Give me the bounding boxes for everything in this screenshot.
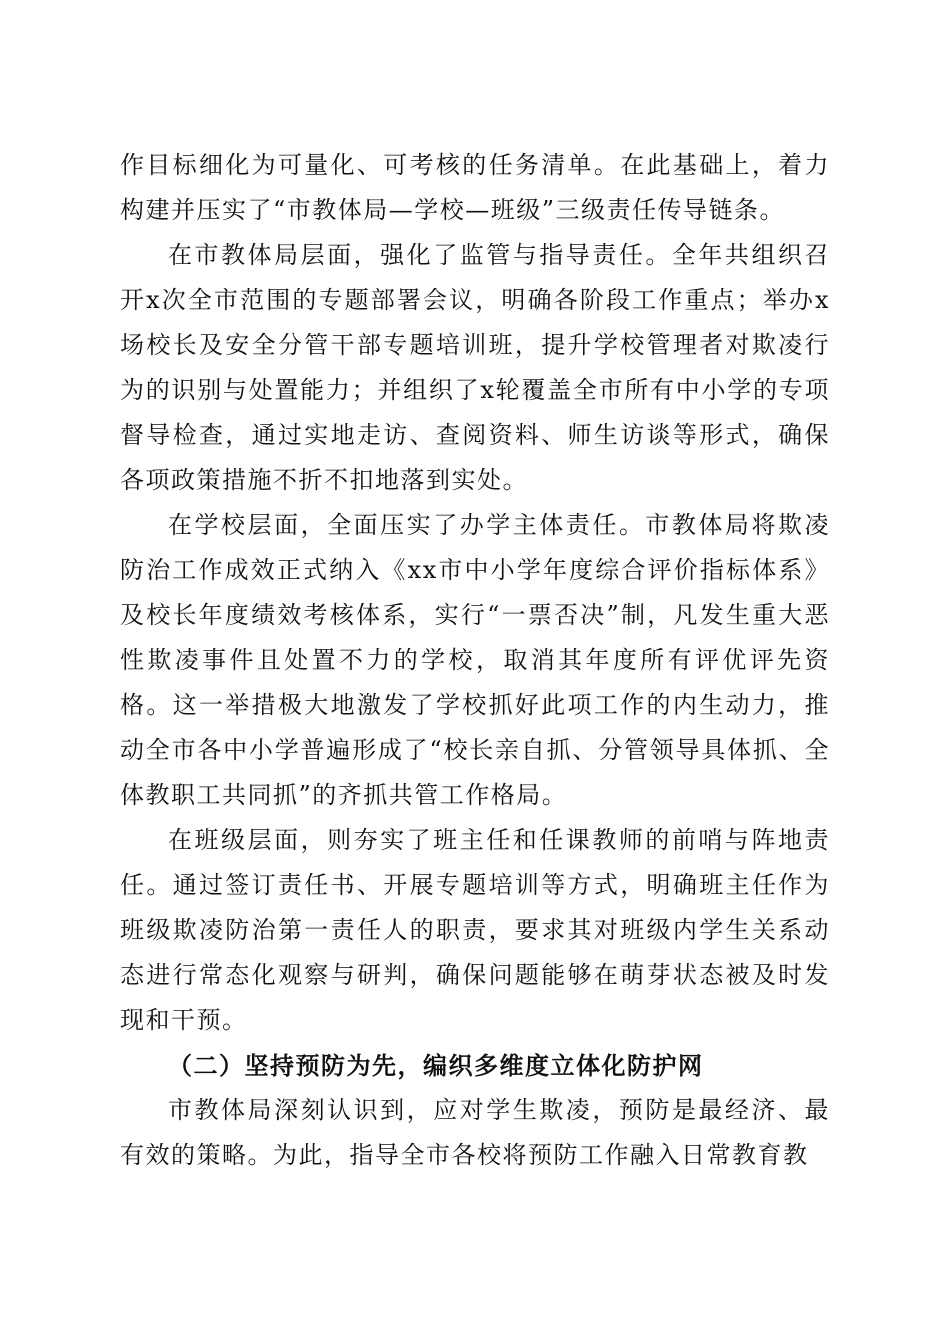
paragraph-city-level: 在市教体局层面，强化了监管与指导责任。全年共组织召开x次全市范围的专题部署会议，明确各阶段工作重点；举办x场校长及安全分管干部专题培训班，提升学校管理者对欺凌行为的识别与处置能力；并组织了x轮覆盖全市所有中小学的专项督导检查，通过实地走访、查阅资料、师生访谈等形式，确保各项政策措施不折不扣地落到实处。 <box>120 241 830 494</box>
document-body <box>120 143 830 1178</box>
paragraph-class-level: 在班级层面，则夯实了班主任和任课教师的前哨与阵地责任。通过签订责任书、开展专题培训等方式，明确班主任作为班级欺凌防治第一责任人的职责，要求其对班级内学生关系动态进行常态化观察与研判，确保问题能够在萌芽状态被及时发现和干预。 <box>120 826 830 1034</box>
paragraph-school-level: 在学校层面，全面压实了办学主体责任。市教体局将欺凌防治工作成效正式纳入《xx市中小学年度综合评价指标体系》及校长年度绩效考核体系，实行“一票否决”制，凡发生重大恶性欺凌事件且处置不力的学校，取消其年度所有评优评先资格。这一举措极大地激发了学校抓好此项工作的内生动力，推动全市各中小学普遍形成了“校长亲自抓、分管领导具体抓、全体教职工共同抓”的齐抓共管工作格局。 <box>120 511 830 809</box>
section-heading: （二）坚持预防为先，编织多维度立体化防护网 <box>168 1051 704 1080</box>
paragraph-continuation: 作目标细化为可量化、可考核的任务清单。在此基础上，着力构建并压实了“市教体局—学校—班级”三级责任传导链条。 <box>120 151 830 224</box>
paragraph-prevention: 市教体局深刻认识到，应对学生欺凌，预防是最经济、最有效的策略。为此，指导全市各校将预防工作融入日常教育教 <box>120 1096 830 1169</box>
